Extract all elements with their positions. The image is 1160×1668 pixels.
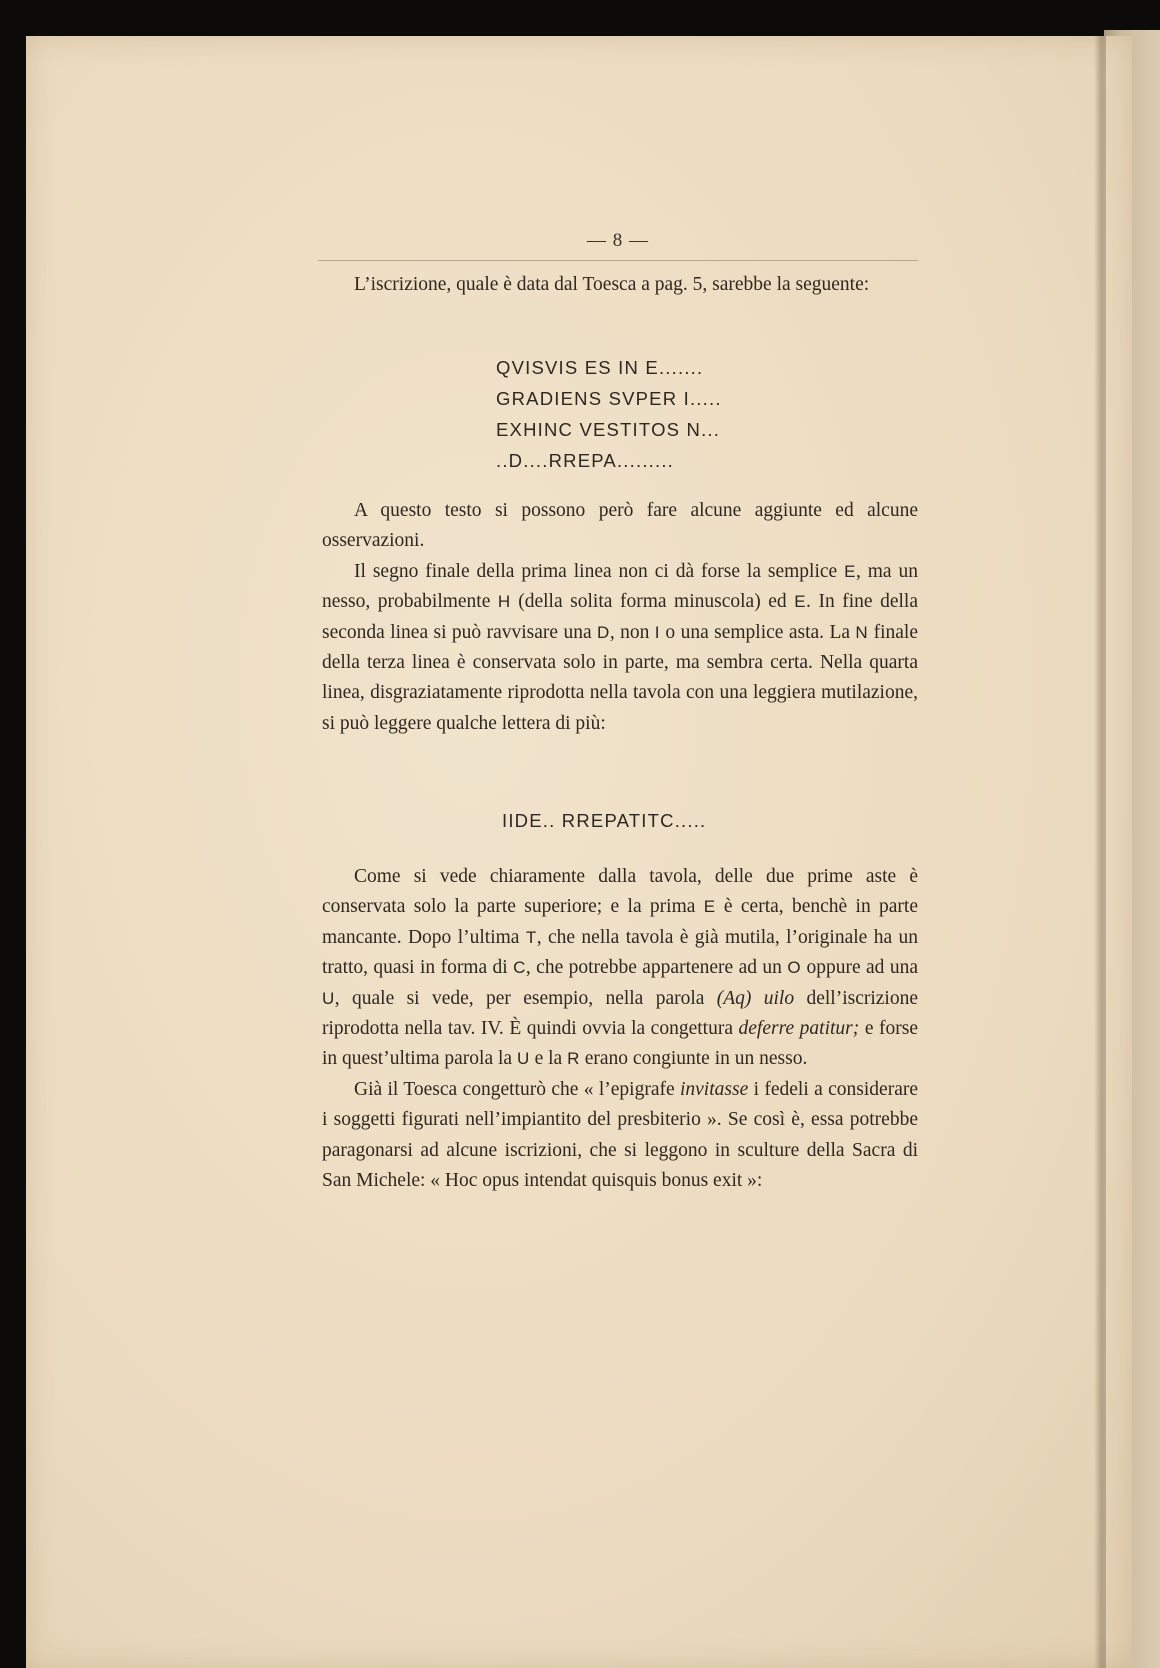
inscription-line-4: ..D....RREPA......... [496,450,675,471]
paragraph-final-sign: Il segno finale della prima linea non ci dà forse la semplice E, ma un nesso, probabilmente H (della solita forma minuscola) ed E. In fine della seconda linea si può ravvisare una D, non I o una semplice asta. La N finale della terza linea è conservata solo in parte, ma sembra certa. Nella quarta linea, disgraziatamente riprodotta nella tavola con una leggiera mutilazione, si può leggere qualche lettera di più: [322,560,919,734]
body-text-lower [322,862,918,1196]
body-text-upper [322,496,918,739]
page-number: — 8 — [587,230,649,251]
inscription-line-1: QVISVIS ES IN E....... [496,357,704,378]
intro-paragraph [322,270,918,300]
fourth-line-reading: IIDE.. RREPATITC..... [502,810,707,831]
header-rule [318,260,918,261]
intro-text: L’iscrizione, quale è data dal Toesca a pag. 5, sarebbe la seguente: [354,274,870,295]
paragraph-tavola: Come si vede chiaramente dalla tavola, delle due prime aste è conservata solo la parte superiore; e la prima E è certa, benchè in parte mancante. Dopo l’ultima T, che nella tavola è già mutila, l’originale ha un tratto, quasi in forma di C, che potrebbe appartenere ad un O oppure ad una U, quale si vede, per esempio, nella parola (Aq) uilo dell’iscrizione riprodotta nella tav. IV. È quindi ovvia la congettura deferre patitur; e forse in quest’ultima parola la U e la R erano congiunte in un nesso. [322,866,919,1070]
paragraph-observations: A questo testo si possono però fare alcune aggiunte ed alcune osservazioni. [322,500,918,552]
page-fold-shadow [1094,36,1106,1668]
paragraph-toesca: Già il Toesca congetturò che « l’epigrafe invitasse i fedeli a considerare i soggetti figurati nell’impiantito del presbiterio ». Se così è, essa potrebbe paragonarsi ad alcune iscrizioni, che si leggono in sculture della Sacra di San Michele: « Hoc opus intendat quisquis bonus exit »: [322,1078,918,1192]
inscription-block [496,352,796,476]
inscription-line-3: EXHINC VESTITOS N... [496,419,721,440]
inscription-line-2: GRADIENS SVPER I..... [496,388,722,409]
